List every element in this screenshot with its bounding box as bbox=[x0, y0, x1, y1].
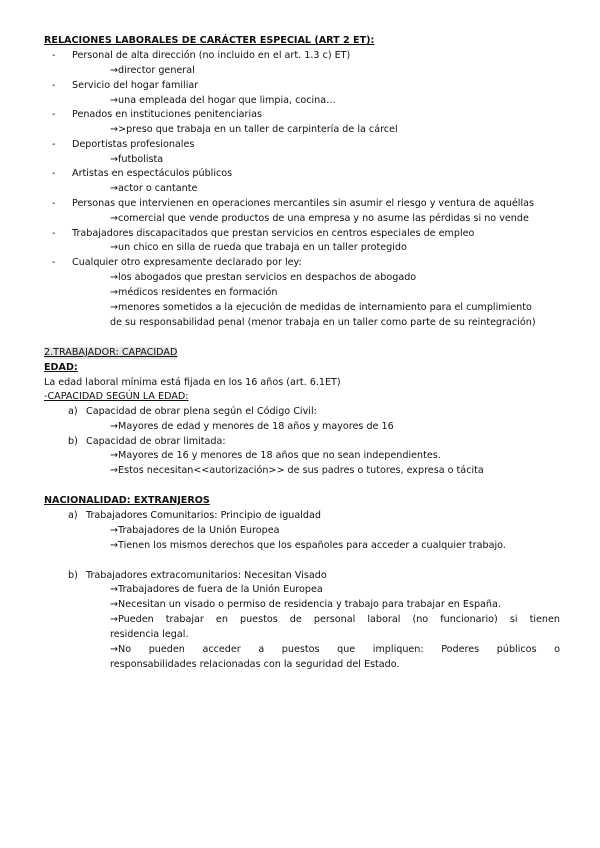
list-bullet: - bbox=[52, 139, 56, 150]
list-item-example: →médicos residentes en formación bbox=[110, 287, 278, 298]
list-bullet: - bbox=[52, 109, 56, 120]
list-bullet: - bbox=[52, 80, 56, 91]
list-item-example: →menores sometidos a la ejecución de medidas de internamiento para el cumplimiento bbox=[110, 302, 532, 313]
list-marker: a) bbox=[68, 510, 78, 521]
list-item-detail: →Trabajadores de fuera de la Unión Europea bbox=[110, 584, 323, 595]
list-item: Cualquier otro expresamente declarado por ley: bbox=[72, 257, 302, 268]
list-item: Deportistas profesionales bbox=[72, 139, 195, 150]
list-item: Penados en instituciones penitenciarias bbox=[72, 109, 262, 120]
list-item-example: →una empleada del hogar que limpia, cocina… bbox=[110, 95, 336, 106]
list-item-detail: →Necesitan un visado o permiso de residencia y trabajo para trabajar en España. bbox=[110, 599, 501, 610]
list-item-example: →actor o cantante bbox=[110, 183, 198, 194]
list-item: Personas que intervienen en operaciones mercantiles sin asumir el riesgo y ventura de aquéllas bbox=[72, 198, 535, 209]
list-item: Personal de alta dirección (no incluido en el art. 1.3 c) ET) bbox=[72, 50, 351, 61]
list-item-detail: →Estos necesitan<<autorización>> de sus padres o tutores, expresa o tácita bbox=[110, 465, 484, 476]
list-item-detail-continued: responsabilidades relacionadas con la seguridad del Estado. bbox=[110, 659, 400, 670]
list-item-example: →director general bbox=[110, 65, 195, 76]
list-item-example: →los abogados que prestan servicios en despachos de abogado bbox=[110, 272, 417, 283]
paragraph: La edad laboral mínima está fijada en los 16 años (art. 6.1ET) bbox=[44, 377, 341, 388]
list-bullet: - bbox=[52, 198, 56, 209]
list-item-example: →un chico en silla de rueda que trabaja en un taller protegido bbox=[110, 242, 407, 253]
list-bullet: - bbox=[52, 228, 56, 239]
list-item-example: →comercial que vende productos de una empresa y no asume las pérdidas si no vende bbox=[110, 213, 529, 224]
list-item: Trabajadores extracomunitarios: Necesitan Visado bbox=[86, 570, 327, 581]
subheading: -CAPACIDAD SEGÚN LA EDAD: bbox=[44, 391, 189, 402]
list-marker: b) bbox=[68, 570, 78, 581]
subheading: EDAD: bbox=[44, 362, 78, 373]
list-item-detail: →Mayores de edad y menores de 18 años y mayores de 16 bbox=[110, 421, 394, 432]
list-marker: b) bbox=[68, 436, 78, 447]
list-bullet: - bbox=[52, 257, 56, 268]
list-item: Capacidad de obrar plena según el Código Civil: bbox=[86, 406, 317, 417]
section-heading: NACIONALIDAD: EXTRANJEROS bbox=[44, 495, 210, 506]
list-item: Capacidad de obrar limitada: bbox=[86, 436, 226, 447]
list-bullet: - bbox=[52, 168, 56, 179]
list-item-detail: →Mayores de 16 y menores de 18 años que no sean independientes. bbox=[110, 450, 441, 461]
list-item: Trabajadores Comunitarios: Principio de igualdad bbox=[86, 510, 321, 521]
list-item-detail-continued: residencia legal. bbox=[110, 629, 189, 640]
list-item-detail: →Pueden trabajar en puestos de personal laboral (no funcionario) si tienen bbox=[110, 614, 560, 625]
list-item: Trabajadores discapacitados que prestan servicios en centros especiales de empleo bbox=[72, 228, 475, 239]
list-marker: a) bbox=[68, 406, 78, 417]
list-item-example: →futbolista bbox=[110, 154, 164, 165]
list-item-example: →>preso que trabaja en un taller de carpintería de la cárcel bbox=[110, 124, 398, 135]
list-item-detail: →No pueden acceder a puestos que impliquen: Poderes públicos o bbox=[110, 644, 560, 655]
section-heading: RELACIONES LABORALES DE CARÁCTER ESPECIAL (ART 2 ET): bbox=[44, 35, 375, 46]
list-bullet: - bbox=[52, 50, 56, 61]
list-item-example: de su responsabilidad penal (menor trabaja en un taller como parte de su reintegración) bbox=[110, 317, 536, 328]
list-item-detail: →Trabajadores de la Unión Europea bbox=[110, 525, 280, 536]
list-item: Servicio del hogar familiar bbox=[72, 80, 199, 91]
list-item: Artistas en espectáculos públicos bbox=[72, 168, 233, 179]
section-heading: 2.TRABAJADOR: CAPACIDAD bbox=[44, 347, 178, 358]
list-item-detail: →Tienen los mismos derechos que los españoles para acceder a cualquier trabajo. bbox=[110, 540, 506, 551]
